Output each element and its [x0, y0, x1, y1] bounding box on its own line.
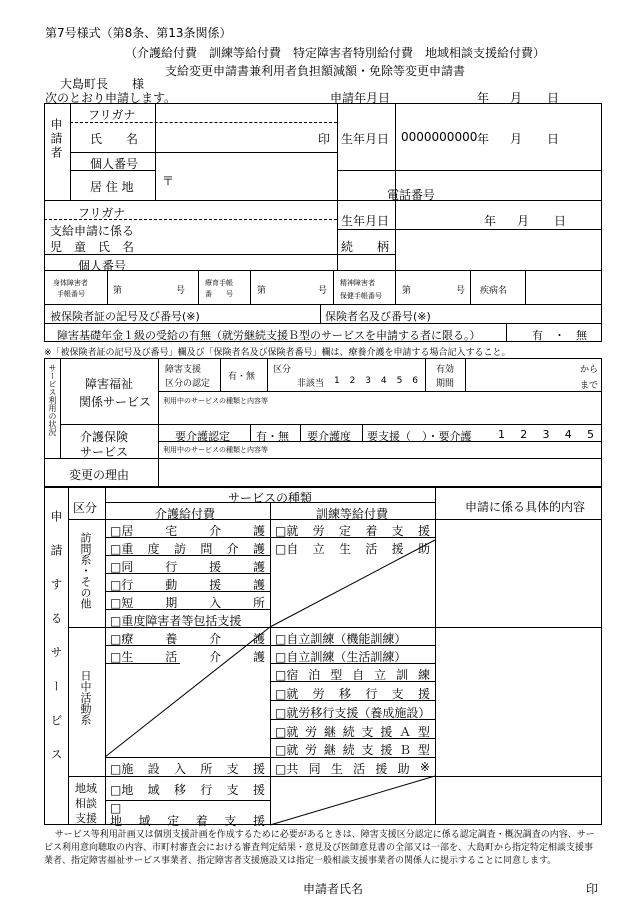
child-relation-label: 続 柄 — [341, 240, 390, 254]
child-birth-day: 日 — [554, 214, 567, 228]
care-insurance-label-1: 介護保険 — [80, 430, 129, 444]
service-regional-settlement: 地 域 定 着 支 援 — [110, 814, 265, 828]
apply-date-label: 申請年月日 — [330, 91, 391, 105]
valid-from: から — [580, 365, 599, 375]
service-life-training[interactable]: □自立訓練（生活訓練） — [275, 650, 407, 664]
welfare-in-use-label: 利用中のサービスの種類と内容等 — [163, 397, 268, 405]
physical-handbook-label-1: 身体障害者 — [53, 279, 88, 287]
support-level-label: 要支援（ ）・要介護 — [367, 430, 472, 443]
title-line-2: 支給変更申請書兼利用者負担額減額・免除等変更申請書 — [165, 64, 466, 78]
service-continuous-employment-b[interactable]: □就 労 継 続 支 援 Ｂ 型 — [275, 743, 430, 757]
service-group-home[interactable]: □共 同 生 活 援 助 ※ — [275, 760, 430, 776]
applicant-birthdate-value: 0000000000 — [401, 130, 478, 144]
service-employment-transition-school[interactable]: □就労移行支援（養成施設） — [275, 706, 431, 720]
applicant-name-label: 氏 名 — [90, 132, 139, 146]
care-grade-3[interactable]: 3 — [542, 428, 550, 441]
postal-mark: 〒 — [162, 174, 175, 188]
ryoiku-dai: 第 — [257, 286, 267, 296]
service-short-stay[interactable]: □短 期 入 所 — [110, 596, 265, 610]
care-grade-5[interactable]: 5 — [587, 428, 594, 441]
service-comprehensive-support[interactable]: □重度障害者等包括支援 — [110, 614, 242, 628]
applicant-my-number-label: 個人番号 — [90, 157, 139, 171]
form-number: 第7号様式（第8条、第13条関係） — [45, 26, 232, 40]
care-level-label: 要介護度 — [307, 430, 351, 443]
service-continuous-employment-a[interactable]: □就 労 継 続 支 援 Ａ 型 — [275, 725, 430, 739]
care-benefits-header: 介護給付費 — [155, 507, 216, 521]
signer-name-label: 申請者氏名 — [303, 882, 364, 896]
mental-dai: 第 — [402, 286, 412, 296]
mental-handbook-label-2: 保健手帳番号 — [340, 292, 382, 300]
apply-day: 日 — [547, 91, 560, 105]
pension-question: 障害基礎年金１級の受給の有無（就労継続支援Ｂ型のサービスを申請する者に限る。） — [57, 329, 481, 342]
ryoiku-handbook-label-1: 療育手帳 — [205, 279, 233, 287]
valid-period-label-2: 期間 — [436, 379, 455, 389]
care-cert-label: 要介護認定 — [175, 430, 230, 443]
insurer-name-label: 保険者名及び番号(※) — [325, 310, 431, 323]
service-regional-settlement-checkbox[interactable]: □ — [110, 801, 122, 815]
pension-yes-no: 有 ・ 無 — [532, 329, 587, 342]
care-grade-2[interactable]: 2 — [520, 428, 528, 441]
care-in-use-label: 利用中のサービスの種類と内容等 — [163, 446, 268, 454]
insurance-note: ※「被保険者証の記号及び番号」欄及び「保険者名及び保険者番号」欄は、療養介護を申請する場合記入すること。 — [44, 348, 511, 358]
training-benefits-header: 訓練等給付費 — [316, 507, 389, 521]
physical-handbook-label-2: 手帳番号 — [57, 290, 85, 298]
daytime-category-label: 日中活動系 — [79, 670, 92, 725]
signer-seal-mark: 印 — [586, 882, 599, 896]
welfare-services-label-1: 障害福祉 — [85, 377, 134, 391]
service-independent-living-aid[interactable]: □自 立 生 活 援 助 — [275, 542, 430, 556]
physical-dai: 第 — [113, 286, 123, 296]
service-home-care[interactable]: □居 宅 介 護 — [110, 524, 265, 538]
ryoiku-go: 号 — [318, 286, 328, 296]
disease-name-label: 疾病名 — [480, 286, 508, 296]
child-name-label-2: 児 童 氏 名 — [50, 240, 135, 254]
valid-to: まで — [580, 381, 599, 391]
applicant-seal-mark: 印 — [318, 132, 331, 146]
service-accompany[interactable]: □同 行 援 護 — [110, 560, 265, 574]
birth-day: 日 — [547, 132, 560, 146]
valid-period-label-1: 有効 — [436, 365, 455, 375]
service-behavior-support[interactable]: □行 動 援 護 — [110, 578, 265, 592]
service-residential-training[interactable]: □宿 泊 型 自 立 訓 練 — [275, 668, 430, 682]
service-regional-transition[interactable]: □地 域 移 行 支 援 — [110, 783, 265, 797]
child-name-label-1: 支給申請に係る — [50, 224, 135, 238]
service-medical-care[interactable]: □療 養 介 護 — [110, 632, 265, 646]
regional-category-label: 地域相談支援 — [75, 782, 97, 825]
change-reason-label: 変更の理由 — [69, 468, 130, 482]
care-grade-1[interactable]: 1 — [498, 428, 505, 441]
service-employment-transition[interactable]: □就 労 移 行 支 援 — [275, 687, 430, 701]
applicant-furigana-label: フリガナ — [88, 108, 136, 122]
care-cert-yes-no: 有・無 — [256, 430, 289, 443]
welfare-services-label-2: 関係サービス — [79, 395, 152, 409]
grade-6[interactable]: 6 — [412, 376, 418, 386]
apply-year: 年 — [477, 91, 490, 105]
grade-1[interactable]: 1 — [334, 376, 340, 386]
grade-2[interactable]: 2 — [349, 376, 356, 386]
mental-handbook-label-1: 精神障害者 — [340, 279, 375, 287]
applicant-section-label: 申請者 — [49, 118, 63, 160]
child-my-number-label: 個人番号 — [78, 259, 127, 273]
care-grade-4[interactable]: 4 — [564, 428, 572, 441]
care-insurance-label-2: サービス — [80, 445, 129, 459]
ryoiku-handbook-label-2: 番 号 — [205, 290, 233, 298]
applicant-birthdate-label: 生年月日 — [341, 132, 390, 146]
service-facility-admission[interactable]: □施 設 入 所 支 援 — [110, 762, 265, 776]
usage-side-label: サービス利用の状況 — [48, 364, 57, 436]
physical-go: 号 — [176, 286, 186, 296]
grade-3[interactable]: 3 — [365, 376, 372, 386]
service-employment-retention[interactable]: □就 労 定 着 支 援 — [275, 524, 430, 538]
child-birthdate-label: 生年月日 — [341, 214, 390, 228]
grade-5[interactable]: 5 — [396, 376, 403, 386]
insured-number-label: 被保険者証の記号及び番号(※) — [50, 310, 200, 323]
mental-go: 号 — [456, 286, 466, 296]
applicant-address-label: 居 住 地 — [90, 180, 134, 194]
addressee: 大島町長 様 — [60, 77, 145, 91]
kubun-header: 区分 — [73, 501, 98, 515]
service-severe-visit-care[interactable]: □重 度 訪 問 介 護 — [110, 542, 265, 556]
non-applicable-label: 非該当 — [297, 379, 325, 389]
category-label: 区分 — [273, 365, 292, 375]
phone-label: 電話番号 — [387, 188, 436, 202]
service-types-header: サービスの種類 — [228, 491, 313, 505]
child-furigana-label: フリガナ — [78, 206, 126, 220]
service-function-training[interactable]: □自立訓練（機能訓練） — [275, 632, 407, 646]
visit-category-label: 訪問系・その他 — [79, 532, 92, 609]
birth-month: 月 — [510, 132, 523, 146]
service-life-care[interactable]: □生 活 介 護 — [110, 650, 265, 664]
title-line-1: （介護給付費 訓練等給付費 特定障害者特別給付費 地域相談支援給付費） — [125, 46, 546, 60]
services-side-label: 申請するサービス — [49, 510, 63, 782]
birth-year: 年 — [477, 132, 490, 146]
intro-text: 次のとおり申請します。 — [45, 91, 177, 105]
child-birth-month: 月 — [517, 214, 530, 228]
detail-header: 申請に係る具体的内容 — [465, 500, 586, 514]
apply-month: 月 — [510, 91, 523, 105]
child-birth-year: 年 — [484, 214, 497, 228]
support-cert-label-2: 区分の認定 — [165, 379, 211, 389]
support-cert-label-1: 障害支援 — [165, 365, 202, 375]
grade-4[interactable]: 4 — [380, 376, 387, 386]
support-cert-yes-no: 有・無 — [228, 372, 256, 382]
consent-text: サービス等利用計画又は個別支援計画を作成するために必要があるときは、障害支援区分認定に係る認定調査・概況調査の内容、サービス利用意向聴取の内容、市町村審査会における審査判定結果・意見及び医師意見書の全部又は一部を、大島町から指定特定相談支援事業者、指定障害福祉サービス事業者、指定障害者支援施設又は指定一般相談支援事業者の関係人に提示することに同意します。 — [44, 830, 595, 866]
